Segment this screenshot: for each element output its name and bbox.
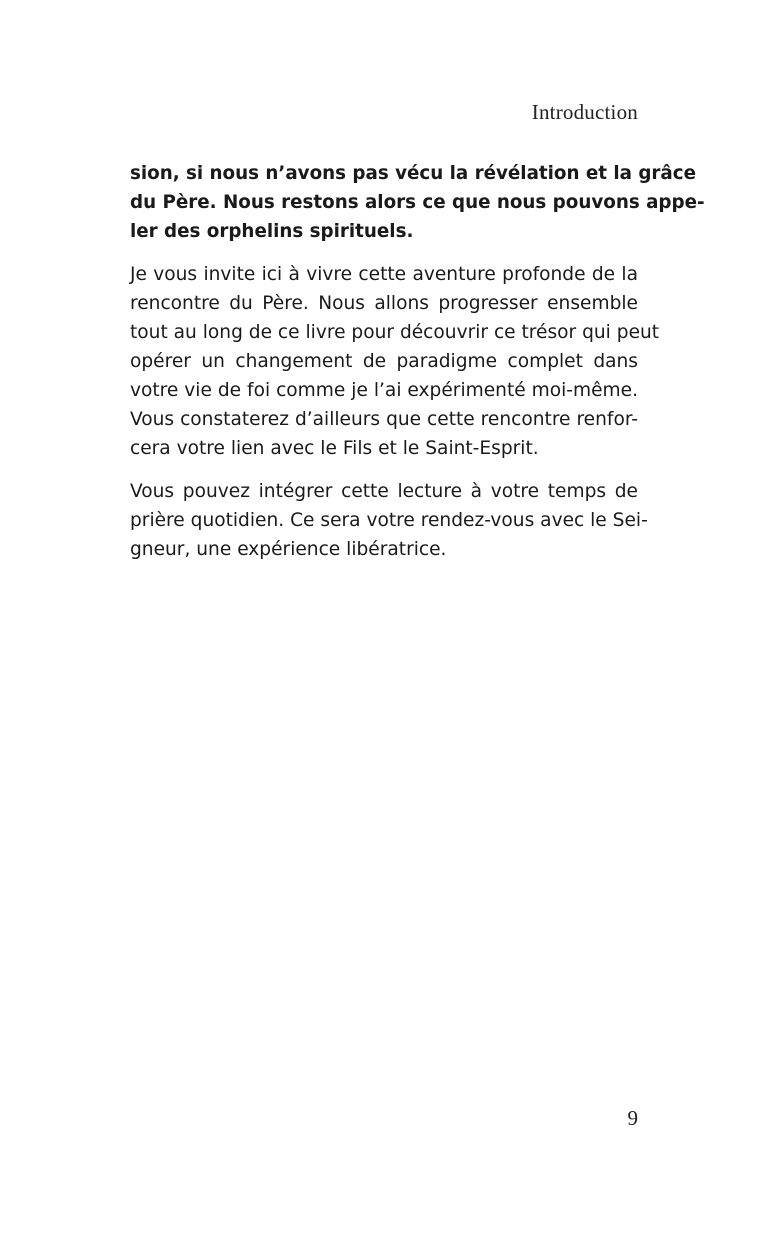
text-line: tout au long de ce livre pour découvrir ce trésor qui peut — [130, 322, 660, 343]
text-line: rencontre du Père. Nous allons progresser ensemble — [130, 293, 638, 314]
text-line: Je vous invite ici à vivre cette aventure profonde de la — [130, 264, 638, 285]
text-line: du Père. Nous restons alors ce que nous pouvons appe- — [130, 192, 705, 213]
text-line: opérer un changement de paradigme complet dans — [130, 351, 638, 372]
text-line: votre vie de foi comme je l’ai expérimenté moi-même. — [130, 380, 638, 401]
text-line: Vous constaterez d’ailleurs que cette rencontre renfor- — [130, 409, 638, 430]
text-line: sion, si nous n’avons pas vécu la révélation et la grâce — [130, 163, 696, 184]
running-header-title: Introduction — [531, 100, 638, 124]
text-line: prière quotidien. Ce sera votre rendez-vous avec le Sei- — [130, 510, 648, 531]
text-line: ler des orphelins spirituels. — [130, 221, 414, 242]
text-line: Vous pouvez intégrer cette lecture à votre temps de — [130, 481, 638, 502]
page-number: 9 — [627, 1106, 638, 1130]
body-text — [130, 159, 705, 578]
paragraph-bold — [130, 159, 705, 246]
text-line: gneur, une expérience libératrice. — [130, 539, 447, 560]
paragraph — [130, 477, 648, 564]
text-line: cera votre lien avec le Fils et le Saint-Esprit. — [130, 438, 539, 459]
paragraph — [130, 260, 660, 463]
